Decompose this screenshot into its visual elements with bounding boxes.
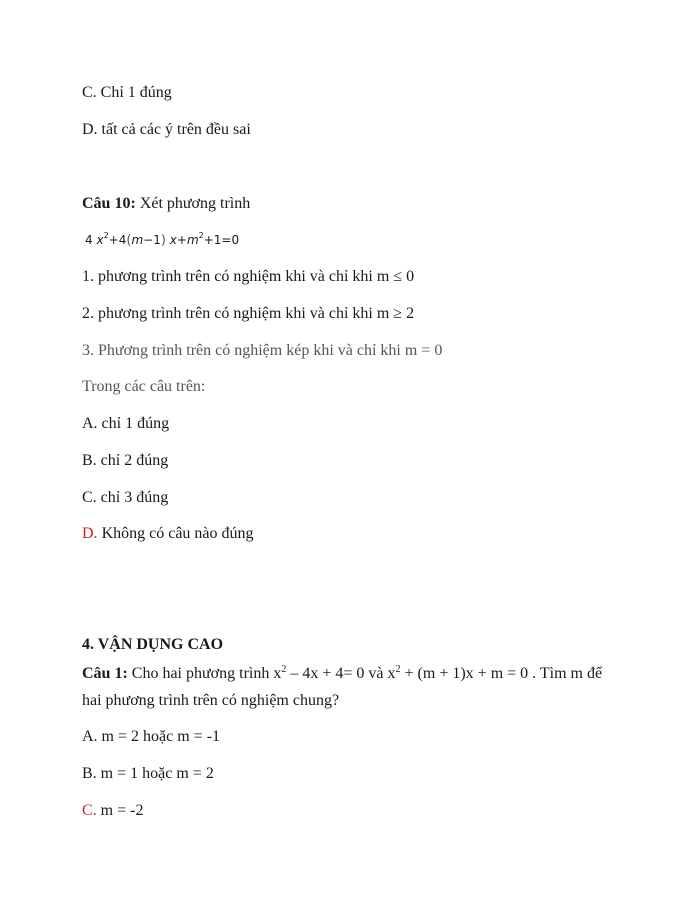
option-c-prev: C. Chỉ 1 đúng xyxy=(82,84,172,101)
question-1-line-2: hai phương trình trên có nghiệm chung? xyxy=(82,692,340,709)
question-1-label: Câu 1: xyxy=(82,665,128,682)
question-1-sup-b: 2 xyxy=(395,664,401,675)
eq-paren-open: ( xyxy=(126,233,132,248)
eq-plus: + xyxy=(176,233,187,247)
question-10-label: Câu 10: xyxy=(82,195,136,212)
eq-paren-close: ) xyxy=(160,233,166,248)
question-10-option-d xyxy=(82,524,254,544)
statement-2: 2. phương trình trên có nghiệm khi và chỉ khi m ≥ 2 xyxy=(82,305,415,322)
eq-term-2: +4 xyxy=(108,233,127,247)
question-1-line-1 xyxy=(82,664,602,684)
question-1-option-c-text: m = -2 xyxy=(96,802,144,819)
question-1-option-c xyxy=(82,801,143,821)
question-1-sup-a: 2 xyxy=(281,664,287,675)
eq-coef: 4 xyxy=(85,233,93,247)
question-1-text-c: + (m + 1)x + m = 0 . Tìm m để xyxy=(400,665,603,682)
eq-var-x2: x xyxy=(169,233,177,247)
statement-3: 3. Phương trình trên có nghiệm kép khi và chỉ khi m = 0 xyxy=(82,342,443,359)
statement-1: 1. phương trình trên có nghiệm khi và chỉ khi m ≤ 0 xyxy=(82,268,415,285)
eq-exp-2: 2 xyxy=(198,231,204,240)
eq-var-m: m xyxy=(131,233,144,247)
question-1-option-a: A. m = 2 hoặc m = -1 xyxy=(82,728,221,745)
eq-exp-1: 2 xyxy=(103,231,109,240)
eq-var-m2: m xyxy=(186,233,199,247)
question-1-text-b: – 4x + 4= 0 và x xyxy=(286,665,396,682)
question-10-text: Xét phương trình xyxy=(135,195,251,212)
eq-minus-one: −1 xyxy=(143,233,161,247)
question-10-option-c: C. chỉ 3 đúng xyxy=(82,489,169,506)
question-10-heading xyxy=(82,194,250,214)
question-10-prompt: Trong các câu trên: xyxy=(82,378,206,395)
question-10-option-d-text: Không có câu nào đúng xyxy=(97,525,254,542)
question-1-option-b: B. m = 1 hoặc m = 2 xyxy=(82,765,214,782)
option-d-prev: D. tất cả các ý trên đều sai xyxy=(82,121,251,138)
eq-var-x: x xyxy=(96,233,104,247)
question-10-equation xyxy=(85,230,239,251)
correct-answer-marker: C. xyxy=(82,802,97,819)
section-title: 4. VẬN DỤNG CAO xyxy=(82,636,224,653)
correct-answer-marker: D. xyxy=(82,525,98,542)
question-10-option-b: B. chỉ 2 đúng xyxy=(82,452,169,469)
question-1-text-a: Cho hai phương trình x xyxy=(127,665,282,682)
question-10-option-a: A. chỉ 1 đúng xyxy=(82,415,170,432)
eq-tail: +1=0 xyxy=(203,233,240,247)
